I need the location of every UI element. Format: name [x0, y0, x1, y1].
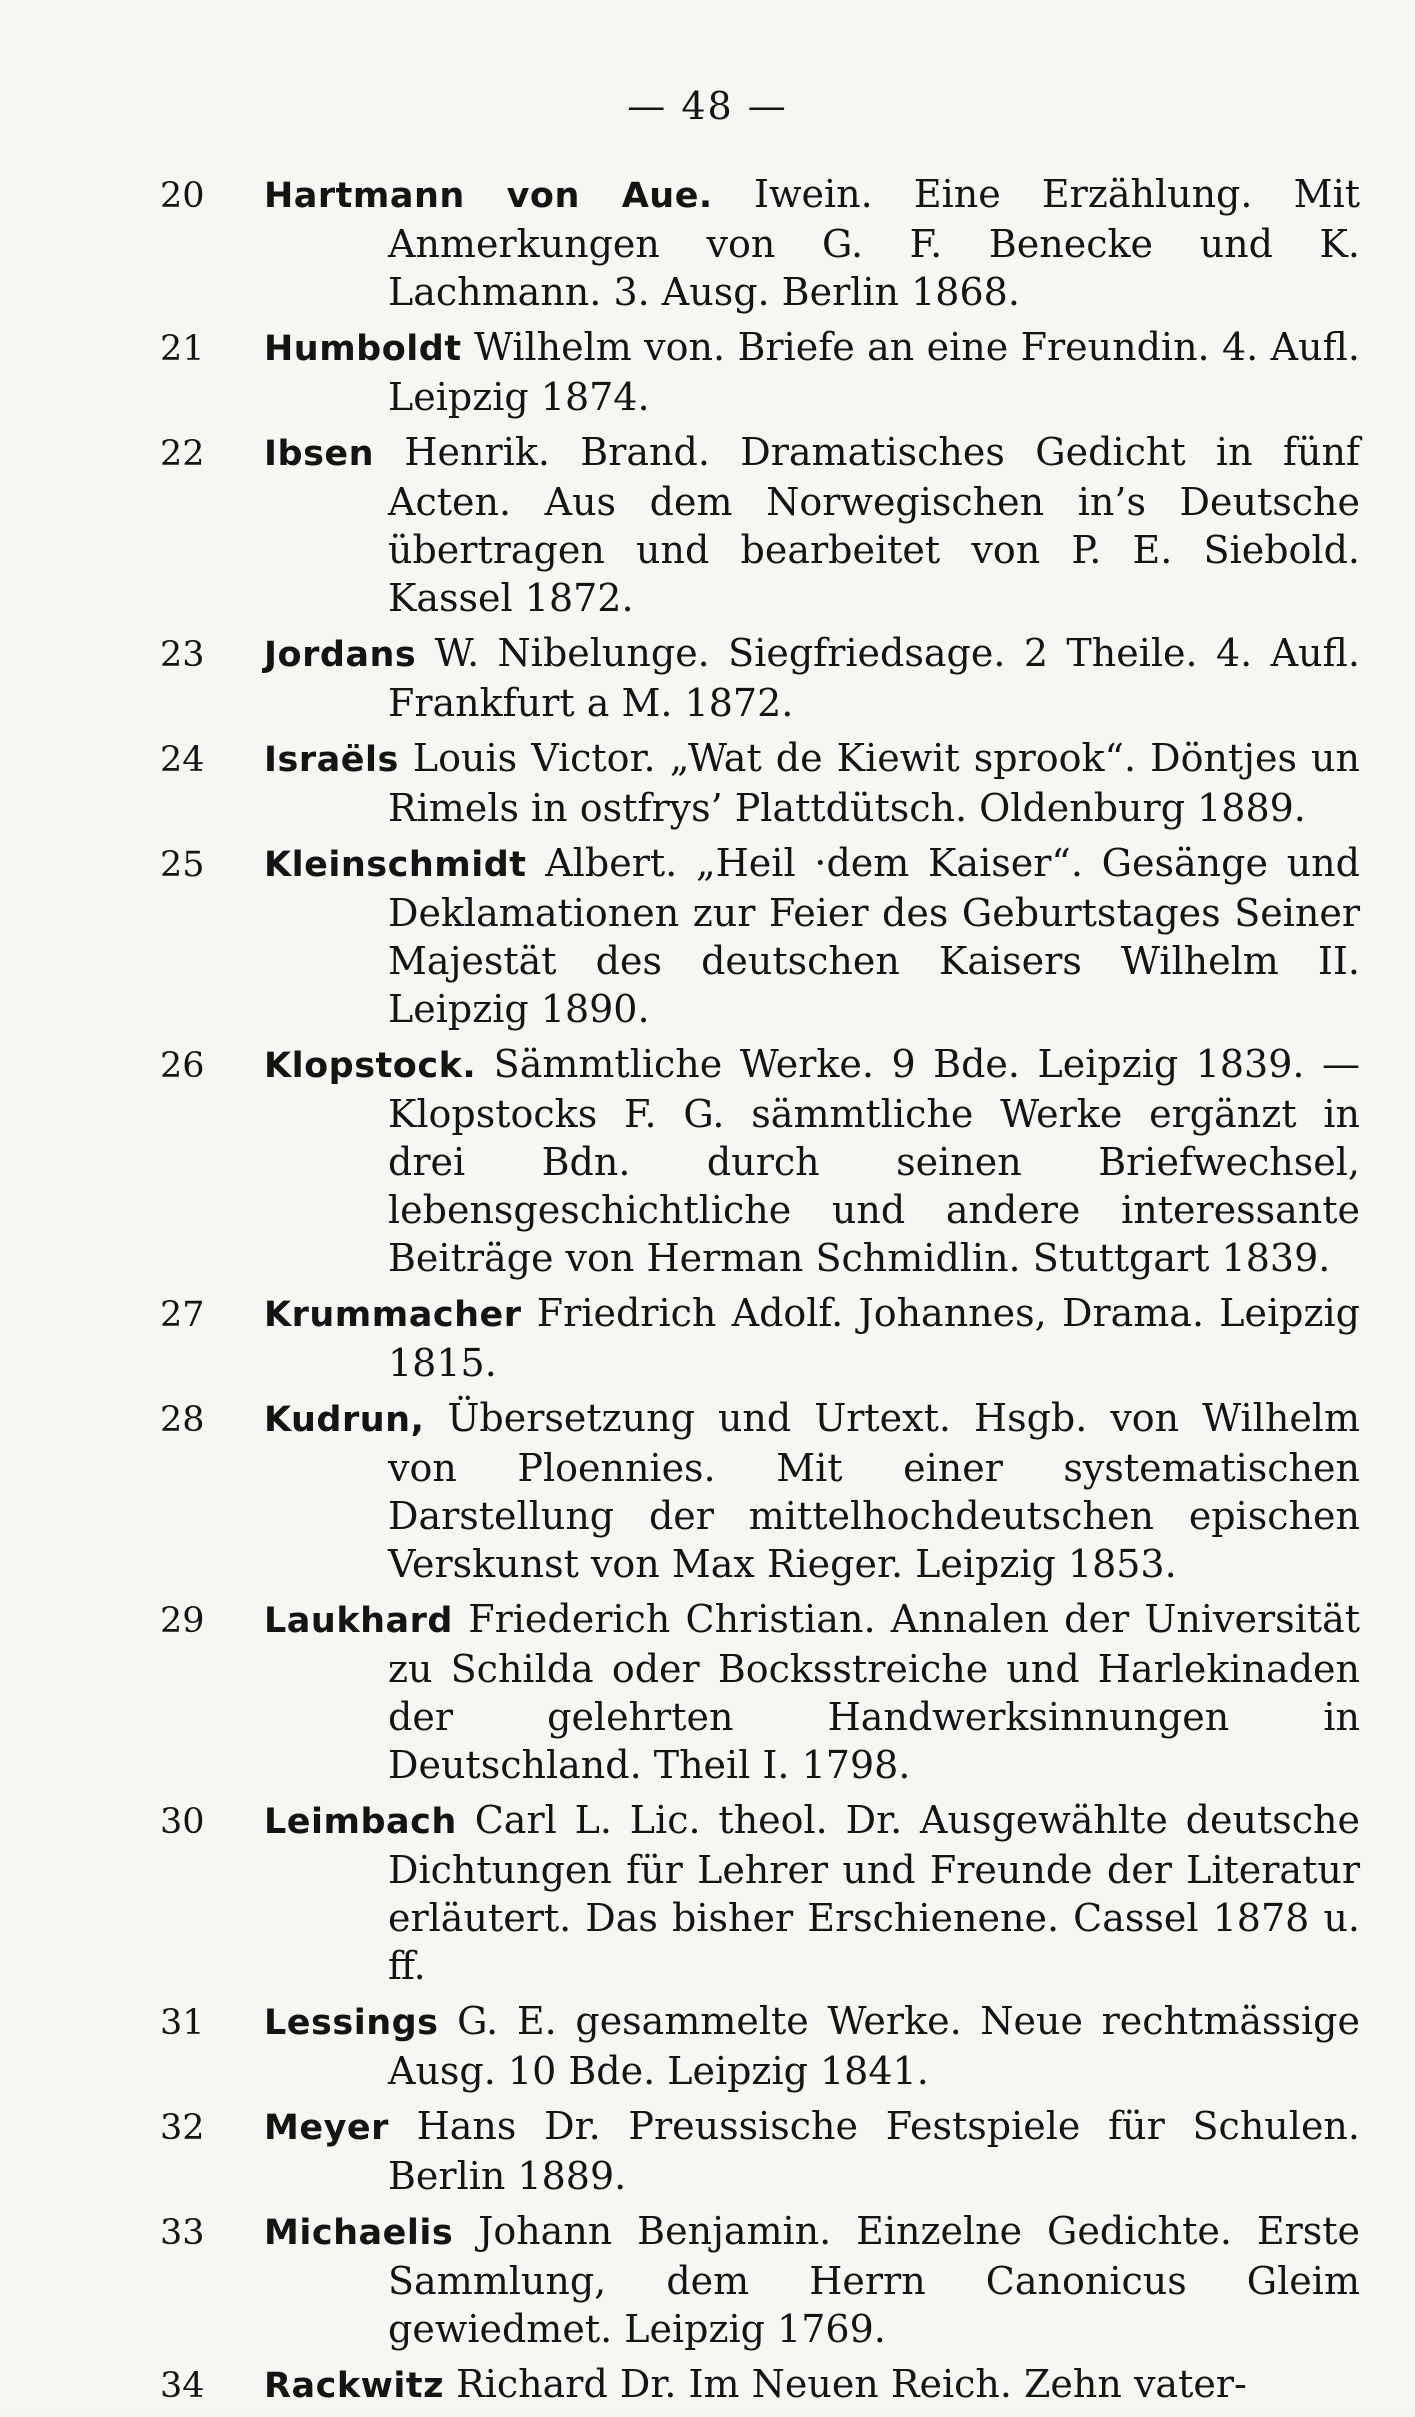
bibliography-entry: [160, 734, 1360, 832]
entry-number: 32: [160, 2108, 205, 2148]
entry-text: W. Nibelunge. Siegfriedsage. 2 Theile. 4. Aufl. Frankfurt a M. 1872.: [388, 631, 1360, 725]
entry-number: 26: [160, 1046, 205, 1086]
entry-text: Henrik. Brand. Dramatisches Gedicht in fünf Acten. Aus dem Norwegischen in’s Deutsche übertragen und bearbeitet von P. E. Siebold. Kassel 1872.: [388, 430, 1360, 620]
bibliography-entry: [160, 170, 1360, 316]
entry-author: Israëls: [264, 740, 399, 780]
entry-author: Klopstock.: [264, 1046, 477, 1086]
entry-text: Friedrich Adolf. Johannes, Drama. Leipzig 1815.: [388, 1291, 1360, 1385]
entry-author: Jordans: [264, 635, 417, 675]
entry-author: Ibsen: [264, 434, 375, 474]
entry-number: 21: [160, 329, 205, 369]
entry-author: Rackwitz: [264, 2366, 445, 2406]
bibliography-entry: [160, 2360, 1360, 2410]
entry-text: Albert. „Heil ·dem Kaiser“. Gesänge und Deklamationen zur Feier des Geburtstages Seiner Majestät des deutschen Kaisers Wilhelm II. Leipzig 1890.: [388, 841, 1360, 1031]
bibliography-entry: [160, 428, 1360, 622]
bibliography-entry: [160, 839, 1360, 1033]
entry-author: Leimbach: [264, 1802, 457, 1842]
entry-text: Friederich Christian. Annalen der Universität zu Schilda oder Bocksstreiche und Harlekinaden der gelehrten Handwerksinnungen in Deutschland. Theil I. 1798.: [388, 1597, 1360, 1787]
entry-text: Carl L. Lic. theol. Dr. Ausgewählte deutsche Dichtungen für Lehrer und Freunde der Literatur erläutert. Das bisher Erschienene. Cassel 1878 u. ff.: [388, 1798, 1360, 1988]
bibliography-entry: [160, 2207, 1360, 2353]
entry-number: 30: [160, 1802, 205, 1842]
entry-text: Sämmtliche Werke. 9 Bde. Leipzig 1839. — Klopstocks F. G. sämmtliche Werke ergänzt in drei Bdn. durch seinen Briefwechsel, lebensgeschichtliche und andere interessante Beiträge von Herman Schmidlin. Stuttgart 1839.: [388, 1042, 1360, 1280]
entry-author: Meyer: [264, 2108, 389, 2148]
bibliography-entry: [160, 1394, 1360, 1588]
bibliography-list: [160, 170, 1360, 2417]
entry-number: 24: [160, 740, 205, 780]
entry-text: Wilhelm von. Briefe an eine Freundin. 4. Aufl. Leipzig 1874.: [388, 325, 1360, 419]
entry-number: 33: [160, 2213, 205, 2253]
entry-number: 31: [160, 2003, 205, 2043]
entry-author: Kudrun,: [264, 1400, 425, 1440]
bibliography-entry: [160, 1997, 1360, 2095]
entry-number: 22: [160, 434, 205, 474]
entry-text: Hans Dr. Preussische Festspiele für Schulen. Berlin 1889.: [388, 2104, 1360, 2198]
entry-author: Kleinschmidt: [264, 845, 527, 885]
entry-author: Laukhard: [264, 1601, 453, 1641]
entry-number: 20: [160, 176, 205, 216]
entry-author: Humboldt: [264, 329, 462, 369]
entry-author: Michaelis: [264, 2213, 454, 2253]
entry-text: G. E. gesammelte Werke. Neue rechtmässige Ausg. 10 Bde. Leipzig 1841.: [388, 1999, 1360, 2093]
entry-text: Iwein. Eine Erzählung. Mit Anmerkungen von G. F. Benecke und K. Lachmann. 3. Ausg. Berlin 1868.: [388, 172, 1360, 314]
bibliography-entry: [160, 1289, 1360, 1387]
entry-author: Lessings: [264, 2003, 439, 2043]
entry-number: 29: [160, 1601, 205, 1641]
entry-number: 25: [160, 845, 205, 885]
bibliography-entry: [160, 1595, 1360, 1789]
entry-number: 23: [160, 635, 205, 675]
entry-text: Übersetzung und Urtext. Hsgb. von Wilhelm von Ploennies. Mit einer systematischen Darstellung der mittelhochdeutschen epischen Verskunst von Max Rieger. Leipzig 1853.: [388, 1396, 1360, 1586]
entry-text: Johann Benjamin. Einzelne Gedichte. Erste Sammlung, dem Herrn Canonicus Gleim gewiedmet. Leipzig 1769.: [388, 2209, 1360, 2351]
entry-author: Krummacher: [264, 1295, 522, 1335]
entry-author: Hartmann von Aue.: [264, 176, 713, 216]
bibliography-entry: [160, 2102, 1360, 2200]
bibliography-entry: [160, 1796, 1360, 1990]
entry-number: 27: [160, 1295, 205, 1335]
entry-number: 28: [160, 1400, 205, 1440]
entry-text: Richard Dr. Im Neuen Reich. Zehn vater-: [456, 2362, 1247, 2406]
page-number-header: — 48 —: [627, 84, 788, 128]
bibliography-entry: [160, 323, 1360, 421]
bibliography-entry: [160, 629, 1360, 727]
bibliography-entry: [160, 1040, 1360, 1282]
entry-text: Louis Victor. „Wat de Kiewit sprook“. Döntjes un Rimels in ostfrys’ Plattdütsch. Oldenburg 1889.: [388, 736, 1360, 830]
entry-number: 34: [160, 2366, 205, 2406]
